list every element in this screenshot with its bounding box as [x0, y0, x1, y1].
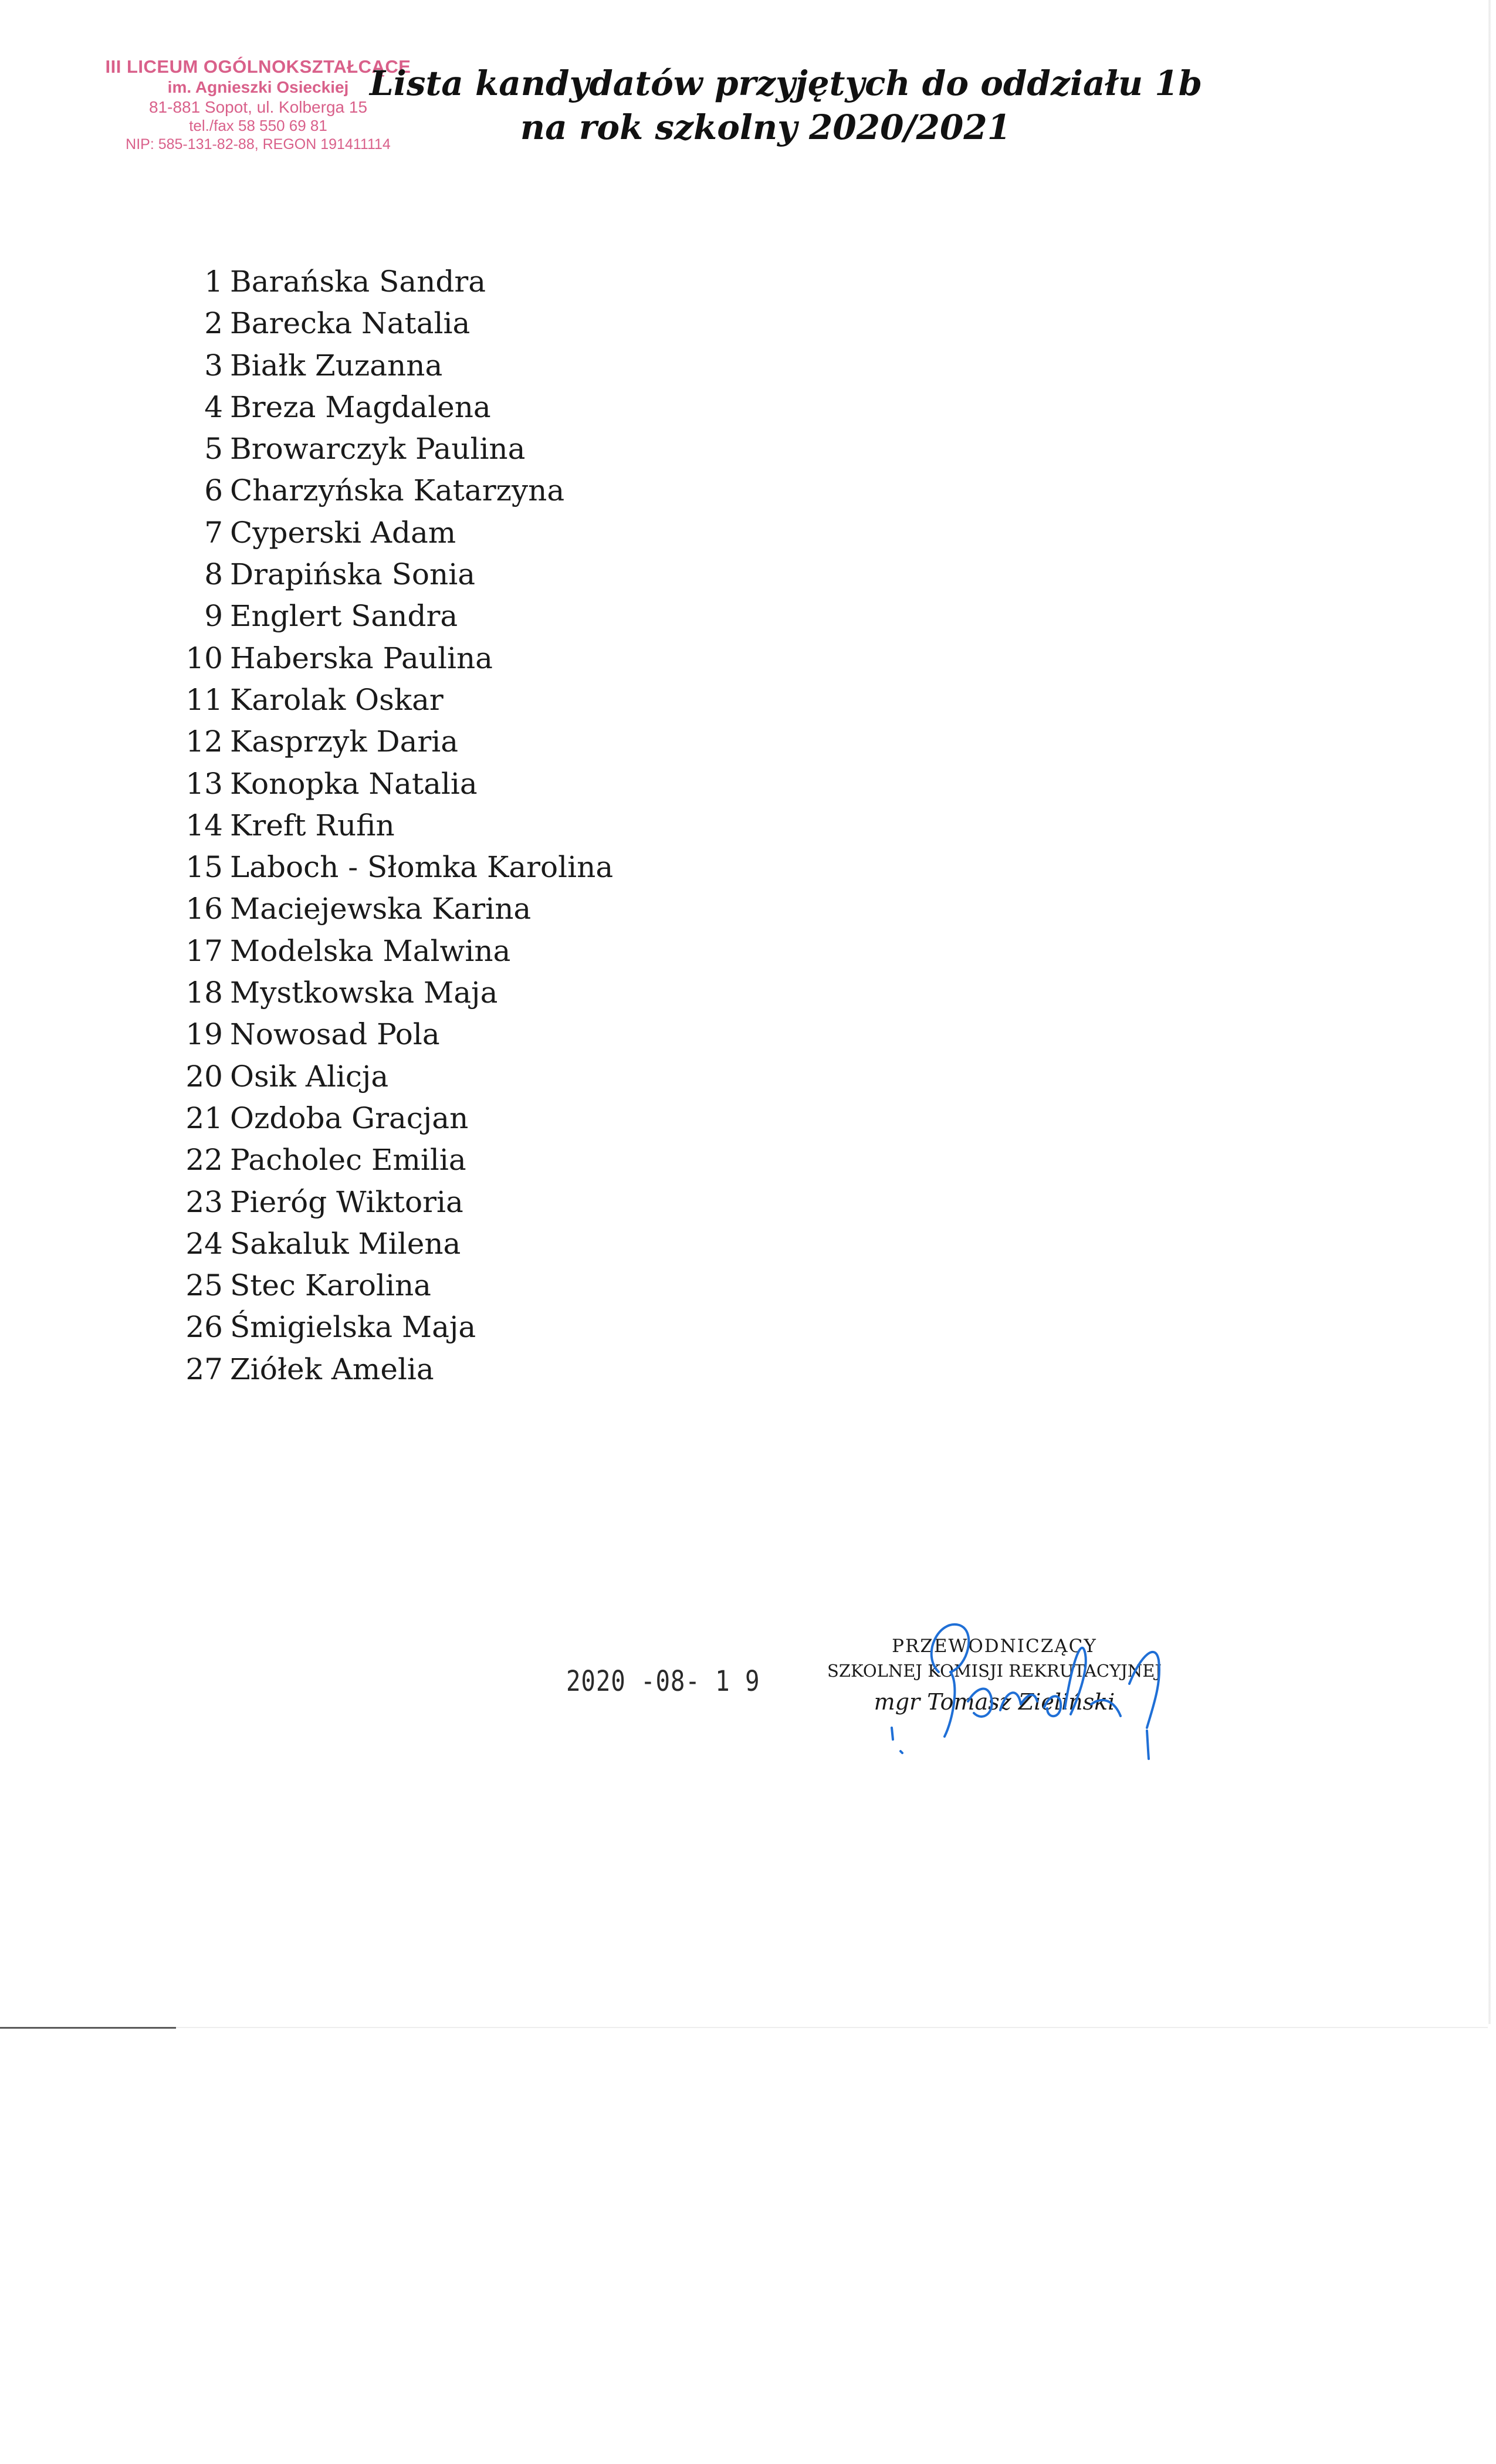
list-item	[147, 595, 613, 637]
candidate-name: Barańska Sandra	[230, 265, 486, 299]
candidate-number: 1	[204, 265, 223, 299]
candidate-number: 7	[204, 515, 223, 550]
candidate-number: 14	[185, 808, 223, 842]
candidate-number: 12	[185, 725, 223, 759]
candidate-name: Modelska Malwina	[230, 933, 511, 968]
candidate-name: Laboch - Słomka Karolina	[230, 850, 614, 885]
candidate-name: Ziółek Amelia	[230, 1352, 434, 1386]
list-item	[147, 972, 613, 1014]
list-item	[147, 303, 613, 344]
candidate-name: Kreft Rufin	[230, 808, 395, 842]
candidate-number: 8	[204, 557, 223, 592]
list-item	[147, 512, 613, 554]
candidate-name: Pacholec Emilia	[230, 1143, 466, 1177]
list-item	[147, 1265, 613, 1307]
list-item	[147, 1223, 613, 1265]
stamp-phone: tel./fax 58 550 69 81	[189, 117, 327, 135]
title-line-2: na rok szkolny 2020/2021	[520, 107, 1011, 148]
candidate-name: Nowosad Pola	[230, 1017, 440, 1052]
list-item	[147, 930, 613, 972]
committee-name: SZKOLNEJ KOMISJI REKRUTACYJNEJ	[827, 1661, 1162, 1681]
candidate-number: 22	[185, 1143, 223, 1177]
handwritten-signature	[851, 1584, 1179, 1760]
candidate-number: 5	[204, 432, 223, 466]
stamp-patron: im. Agnieszki Osieckiej	[167, 78, 349, 97]
scan-edge-right	[1488, 0, 1491, 2024]
list-item	[147, 888, 613, 930]
list-item	[147, 1098, 613, 1139]
candidate-number: 16	[185, 892, 223, 926]
list-item	[147, 428, 613, 470]
candidate-name: Śmigielska Maja	[230, 1310, 476, 1345]
candidate-number: 19	[185, 1017, 223, 1052]
candidate-number: 15	[185, 850, 223, 885]
candidate-number: 4	[204, 390, 223, 424]
candidate-number: 25	[185, 1268, 223, 1303]
candidate-name: Browarczyk Paulina	[230, 432, 526, 466]
candidate-number: 24	[185, 1226, 223, 1261]
list-item	[147, 345, 613, 387]
candidate-name: Cyperski Adam	[230, 515, 456, 550]
scan-edge-bottom	[0, 2027, 176, 2029]
candidate-name: Białk Zuzanna	[230, 348, 443, 383]
candidate-name: Karolak Oskar	[230, 682, 444, 717]
candidate-name: Charzyńska Katarzyna	[230, 473, 565, 508]
candidate-number: 10	[185, 641, 223, 675]
candidate-name: Barecka Natalia	[230, 306, 471, 341]
list-item	[147, 470, 613, 512]
candidate-number: 26	[185, 1310, 223, 1345]
candidate-name: Sakaluk Milena	[230, 1226, 461, 1261]
list-item	[147, 261, 613, 303]
candidate-number: 21	[185, 1101, 223, 1135]
candidate-number: 6	[204, 473, 223, 508]
list-item	[147, 638, 613, 679]
stamp-address: 81-881 Sopot, ul. Kolberga 15	[148, 97, 368, 116]
date-stamp: 2020 -08- 1 9	[566, 1665, 760, 1698]
list-item	[147, 1349, 613, 1390]
list-item	[147, 554, 613, 595]
candidate-name: Mystkowska Maja	[230, 976, 498, 1010]
scan-edge-bottom-faint	[176, 2027, 1488, 2028]
candidate-name: Konopka Natalia	[230, 766, 478, 801]
candidate-number: 23	[185, 1184, 223, 1219]
list-item	[147, 1182, 613, 1223]
candidate-name: Breza Magdalena	[230, 390, 491, 424]
chairman-name: mgr Tomasz Zieliński	[874, 1688, 1115, 1715]
title-line-1: Lista kandydatów przyjętych do oddziału 1b	[370, 63, 1203, 103]
candidate-number: 3	[204, 348, 223, 383]
list-item	[147, 1014, 613, 1055]
candidate-name: Drapińska Sonia	[230, 557, 476, 592]
candidate-number: 11	[185, 682, 223, 717]
candidate-name: Maciejewska Karina	[230, 892, 532, 926]
candidate-number: 20	[185, 1059, 223, 1094]
candidate-number: 18	[185, 976, 223, 1010]
candidate-name: Kasprzyk Daria	[230, 725, 459, 759]
list-item	[147, 1056, 613, 1098]
stamp-tax-ids: NIP: 585-131-82-88, REGON 191411114	[126, 136, 391, 153]
candidate-name: Englert Sandra	[230, 599, 458, 634]
candidate-name: Osik Alicja	[230, 1059, 389, 1094]
list-item	[147, 387, 613, 428]
candidate-name: Pieróg Wiktoria	[230, 1184, 463, 1219]
candidate-number: 13	[185, 766, 223, 801]
candidate-number: 2	[204, 306, 223, 341]
list-item	[147, 679, 613, 721]
chairman-title: PRZEWODNICZĄCY	[892, 1636, 1097, 1657]
candidate-name: Ozdoba Gracjan	[230, 1101, 469, 1135]
list-item	[147, 721, 613, 763]
candidate-number: 17	[185, 933, 223, 968]
candidate-number: 9	[204, 599, 223, 634]
list-item	[147, 763, 613, 805]
list-item	[147, 1139, 613, 1181]
list-item	[147, 847, 613, 888]
candidate-number: 27	[185, 1352, 223, 1386]
stamp-school-name: III LICEUM OGÓLNOKSZTAŁCĄCE	[105, 56, 411, 77]
list-item	[147, 1307, 613, 1348]
candidate-name: Stec Karolina	[230, 1268, 431, 1303]
candidate-name: Haberska Paulina	[230, 641, 493, 675]
page-title	[370, 62, 1203, 150]
list-item	[147, 805, 613, 847]
candidate-list	[147, 261, 613, 1390]
